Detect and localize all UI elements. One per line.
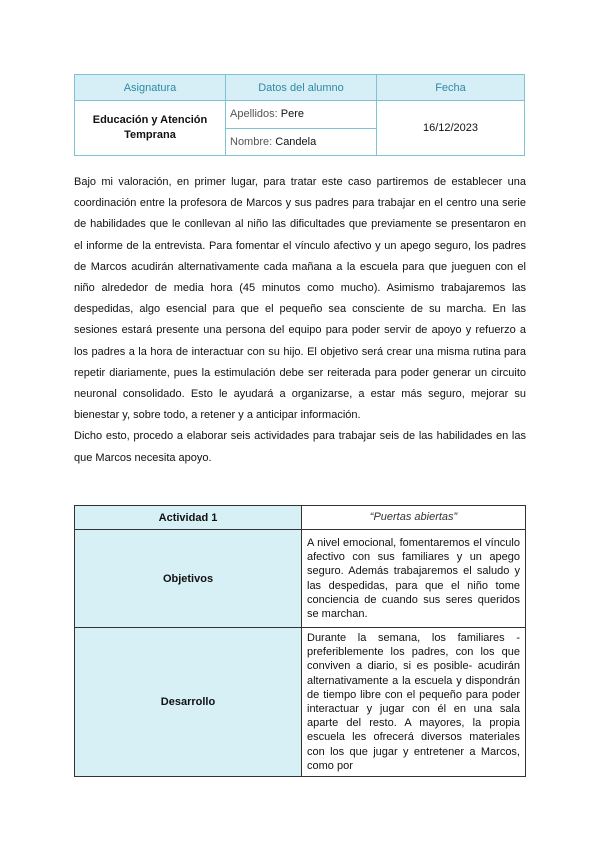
subject-name: Educación y Atención Temprana [75,101,226,156]
objectives-label: Objetivos [75,530,302,628]
paragraph: Dicho esto, procedo a elaborar seis actividades para trabajar seis de las habilidades en las que Marcos necesita apoyo. [74,430,526,464]
name-cell [226,128,377,156]
header-col-date: Fecha [377,75,525,101]
activity-table [74,505,526,777]
body-text [74,172,526,469]
header-col-subject: Asignatura [75,75,226,101]
header-col-student: Datos del alumno [226,75,377,101]
activity-title: “Puertas abiertas” [302,506,526,530]
name-value: Candela [275,135,317,148]
surname-cell [226,101,377,129]
development-label: Desarrollo [75,628,302,777]
name-label: Nombre: [230,135,273,148]
objectives-text: A nivel emocional, fomentaremos el vínculo afectivo con sus familiares y un apego seguro. Además trabajaremos el saludo y las despedidas, para que el niño tome conciencia de cuando sus seres queridos se marchan. [302,530,526,628]
development-text: Durante la semana, los familiares -preferiblemente los padres, con los que conviven a diario, si es posible- acudirán alternativamente a la escuela y dispondrán de tiempo libre con el pequeño para poder interactuar y jugar con él en una sala aparte del resto. A mayores, la propia escuela les ofrecerá diversos materiales con los que jugar y entretener a Marcos, como por [302,628,526,777]
surname-label: Apellidos: [230,108,278,121]
header-table [74,74,525,156]
paragraph: Bajo mi valoración, en primer lugar, para tratar este caso partiremos de establecer una coordinación entre la profesora de Marcos y sus padres para trabajar en el centro una serie de habilidades que le conllevan al niño las dificultades que previamente se presentaron en el informe de la entrevista. Para fomentar el vínculo afectivo y un apego seguro, los padres de Marcos acudirán alternativamente cada mañana a la escuela para que jueguen con el niño alrededor de media hora (45 minutos como mucho). Asimismo trabajaremos las despedidas, algo esencial para que el pequeño sea consciente de su marcha. En las sesiones estará presente una persona del equipo para poder servir de apoyo y refuerzo a los padres a la hora de interactuar con su hijo. El objetivo será crear una misma rutina para repetir diariamente, pues la estimulación debe ser reiterada para poder generar un circuito neuronal consolidado. Esto le ayudará a organizarse, a estar más seguro, mejorar su bienestar y, sobre todo, a retener y a anticipar información. [74,176,526,422]
activity-label: Actividad 1 [75,506,302,530]
surname-value: Pere [280,108,305,121]
date-value: 16/12/2023 [377,101,525,156]
